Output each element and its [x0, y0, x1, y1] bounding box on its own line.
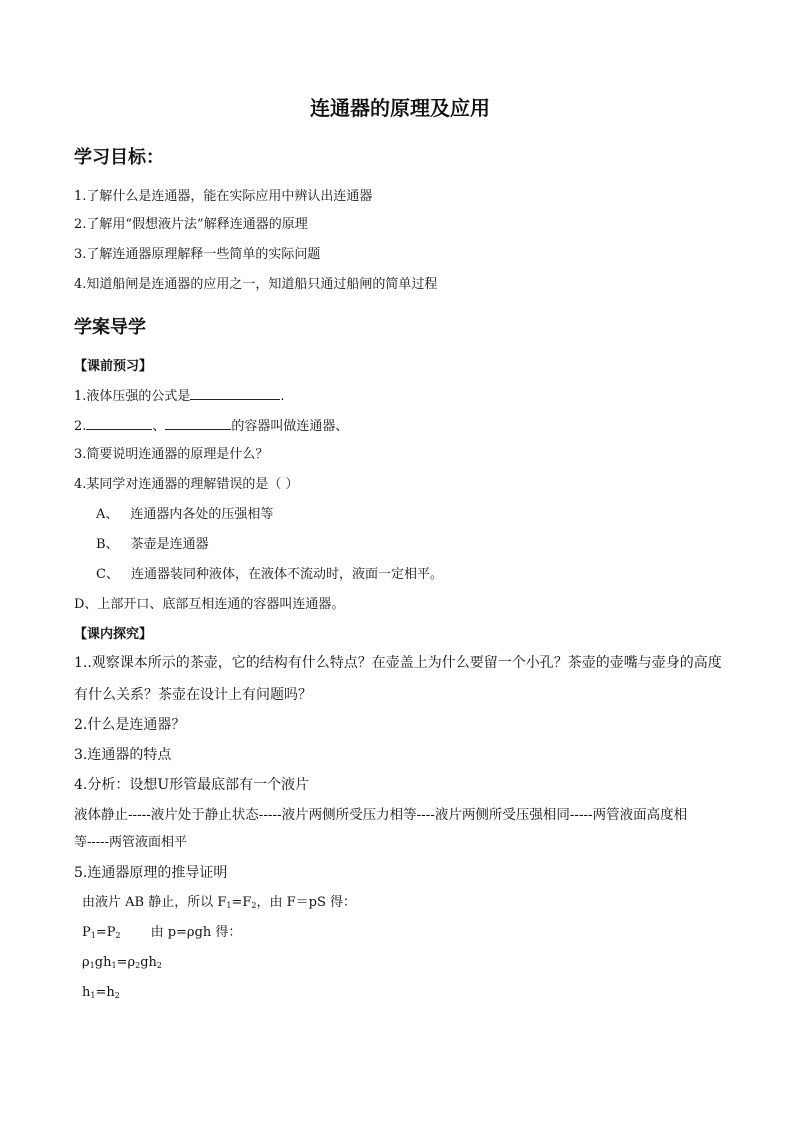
- subscript: 2: [114, 991, 120, 1000]
- explore-item-3: 3.连通器的特点: [74, 747, 172, 763]
- preview-question-1: [74, 386, 285, 406]
- subscript: 2: [135, 961, 141, 970]
- option-b: [96, 536, 209, 554]
- analysis-line-1: 液体静止-----液片处于静止状态-----液片两侧所受压力相等----液片两侧所受压强相同-----两管液面高度相: [74, 807, 688, 823]
- objective-item-1: 1.了解什么是连通器，能在实际应用中辨认出连通器: [74, 189, 373, 204]
- objective-item-4: 4.知道船闸是连通器的应用之一，知道船只通过船闸的简单过程: [74, 277, 438, 292]
- option-letter: C、: [96, 567, 119, 582]
- analysis-line-2: 等-----两管液面相平: [74, 835, 187, 850]
- derivation-text: =h: [95, 985, 115, 1000]
- objective-item-2: 2.了解用“假想液片法”解释连通器的原理: [74, 217, 308, 232]
- question-number: 2.: [74, 419, 87, 434]
- derivation-text: gh: [140, 955, 157, 970]
- derivation-text: =F: [231, 895, 252, 910]
- option-text: 连通器内各处的压强相等: [130, 507, 274, 522]
- objectives-heading: 学习目标：: [74, 147, 164, 168]
- derivation-text: =P: [95, 925, 116, 940]
- derivation-line-3: [82, 954, 162, 972]
- preview-question-4: 4.某同学对连通器的理解错误的是（ ）: [74, 477, 299, 492]
- derivation-line-2: [82, 924, 241, 942]
- derivation-text: ρ: [82, 955, 90, 970]
- explore-item-5: 5.连通器原理的推导证明: [74, 865, 228, 881]
- derivation-text: P: [82, 925, 91, 940]
- subscript: 1: [90, 931, 96, 940]
- option-letter: A、: [96, 507, 119, 522]
- page-title: 连通器的原理及应用: [310, 96, 490, 120]
- derivation-line-1: [82, 894, 356, 912]
- derivation-text: ，由 F＝pS 得：: [256, 895, 356, 910]
- question-text: 1.液体压强的公式是: [74, 389, 191, 404]
- option-a: [96, 506, 273, 524]
- subscript: 1: [111, 961, 117, 970]
- subscript: 1: [89, 961, 95, 970]
- question-text: 的容器叫做连通器、: [231, 419, 349, 434]
- explore-heading: 【课内探究】: [74, 627, 153, 642]
- question-separator: 、: [152, 419, 166, 434]
- option-d: D、上部开口、底部互相连通的容器叫连通器。: [74, 597, 345, 612]
- explore-item-1-line-2: 有什么关系？茶壶在设计上有问题吗？: [74, 687, 312, 703]
- answer-blank[interactable]: [86, 416, 152, 430]
- objective-item-3: 3.了解连通器原理解释一些简单的实际问题: [74, 247, 321, 262]
- subscript: 2: [156, 961, 162, 970]
- preview-heading: 【课前预习】: [74, 359, 153, 374]
- derivation-text: h: [82, 985, 91, 1000]
- derivation-text: =ρ: [116, 955, 136, 970]
- answer-blank[interactable]: [190, 386, 280, 400]
- option-c: [96, 566, 443, 584]
- subscript: 2: [115, 931, 121, 940]
- subscript: 1: [226, 901, 232, 910]
- derivation-text: 由 p=ρgh 得：: [150, 925, 242, 940]
- preview-question-3: 3.简要说明连通器的原理是什么？: [74, 447, 269, 462]
- explore-item-2: 2.什么是连通器？: [74, 717, 186, 733]
- subscript: 2: [251, 901, 257, 910]
- option-text: 连通器装同种液体，在液体不流动时，液面一定相平。: [130, 567, 443, 582]
- preview-question-2: [74, 416, 348, 436]
- subscript: 1: [90, 991, 96, 1000]
- question-end: .: [280, 389, 285, 404]
- explore-item-1-line-1: 1..观察课本所示的茶壶，它的结构有什么特点？在壶盖上为什么要留一个小孔？茶壶的壶嘴与壶身的高度: [74, 655, 722, 671]
- derivation-line-4: [82, 984, 120, 1002]
- derivation-text: 由液片 AB 静止，所以 F: [82, 895, 227, 910]
- guide-heading: 学案导学: [74, 317, 146, 338]
- option-letter: B、: [96, 537, 119, 552]
- explore-item-4: 4.分析：设想U形管最底部有一个液片: [74, 777, 310, 793]
- derivation-text: gh: [94, 955, 112, 970]
- option-text: 茶壶是连通器: [130, 537, 209, 552]
- answer-blank[interactable]: [165, 416, 231, 430]
